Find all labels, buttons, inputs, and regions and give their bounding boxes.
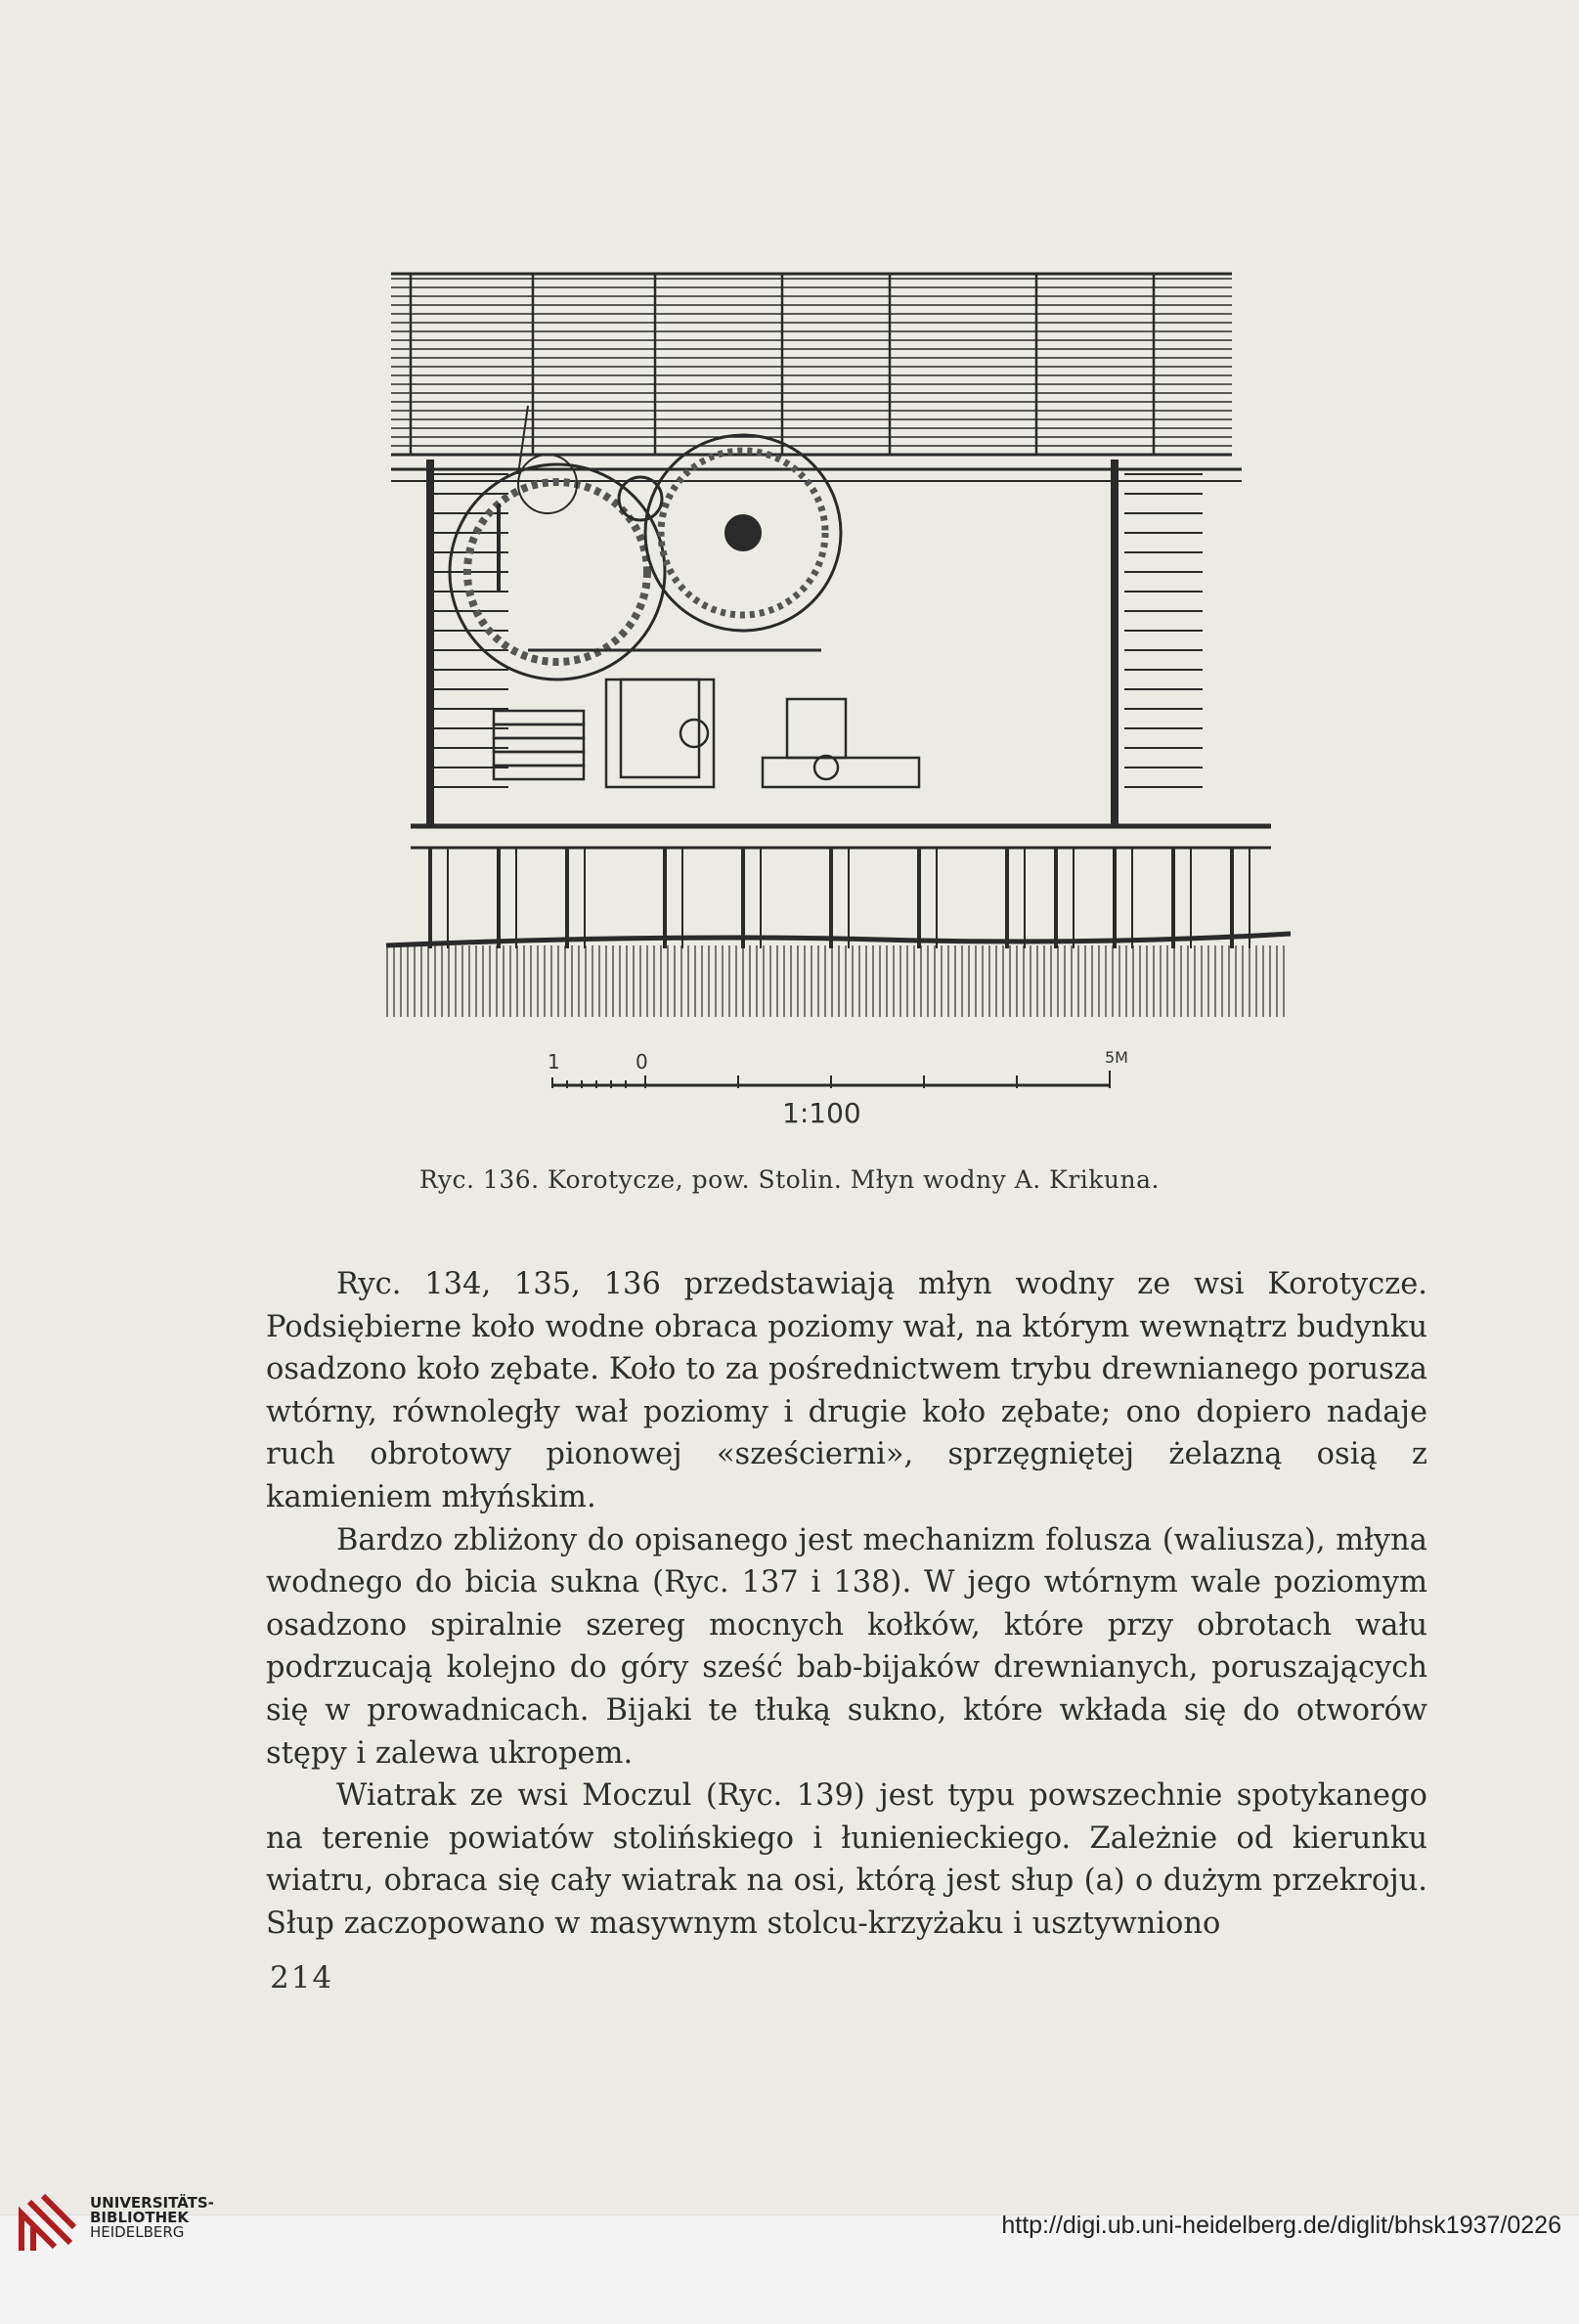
library-name bbox=[90, 2196, 214, 2240]
support-posts bbox=[430, 848, 1250, 948]
roof-planks bbox=[391, 274, 1232, 455]
scale-label-0: 0 bbox=[636, 1050, 648, 1074]
scale-label-1: 1 bbox=[548, 1050, 560, 1074]
library-line-1: UNIVERSITÄTS- bbox=[90, 2194, 214, 2212]
scale-ratio: 1:100 bbox=[782, 1097, 861, 1129]
millstone-blocks bbox=[494, 680, 919, 787]
scale-label-5m: 5M bbox=[1105, 1048, 1128, 1067]
mill-drawing-figure bbox=[372, 249, 1310, 1149]
page-number: 214 bbox=[270, 1960, 334, 1995]
library-line-3: HEIDELBERG bbox=[90, 2223, 185, 2241]
body-text bbox=[266, 1263, 1427, 1946]
ground-hatching bbox=[387, 945, 1284, 1017]
mill-section-drawing bbox=[372, 249, 1310, 1149]
paragraph-2: Bardzo zbliżony do opisanego jest mechanizm folusza (waliusza), młyna wodnego do bicia sukna (Ryc. 137 i 138). W jego wtórnym wale poziomym osadzono spiralnie szereg mocnych kołków, które przy obrotach wału podrzucają kolejno do góry sześć bab-bijaków drewnianych, poruszających się w prowadnicach. Bijaki te tłuką sukno, które wkłada się do otworów stępy i zalewa ukropem. bbox=[266, 1522, 1427, 1771]
library-line-2: BIBLIOTHEK bbox=[90, 2209, 189, 2226]
library-logo-icon bbox=[16, 2182, 82, 2258]
paragraph-1: Ryc. 134, 135, 136 przedstawiają młyn wodny ze wsi Korotycze. Podsiębierne koło wodne obraca poziomy wał, na którym wewnątrz budynku osadzono koło zębate. Koło to za pośrednictwem trybu drewnianego porusza wtórny, równoległy wał poziomy i drugie koło zębate; ono dopiero nadaje ruch obrotowy pionowej «sześcierni», sprzęgniętej żelazną osią z kamieniem młyńskim. bbox=[266, 1267, 1427, 1514]
figure-caption: Ryc. 136. Korotycze, pow. Stolin. Młyn wodny A. Krikuna. bbox=[419, 1165, 1160, 1194]
log-walls bbox=[391, 460, 1242, 826]
source-url-link[interactable]: http://digi.ub.uni-heidelberg.de/diglit/bhsk1937/0226 bbox=[1001, 2212, 1561, 2239]
paragraph-3: Wiatrak ze wsi Moczul (Ryc. 139) jest typu powszechnie spotykanego na terenie powiatów stolińskiego i łunienieckiego. Zależnie od kierunku wiatru, obraca się cały wiatrak na osi, którą jest słup (a) o dużym przekroju. Słup zaczopowano w masywnym stolcu-krzyżaku i usztywniono bbox=[266, 1778, 1427, 1941]
